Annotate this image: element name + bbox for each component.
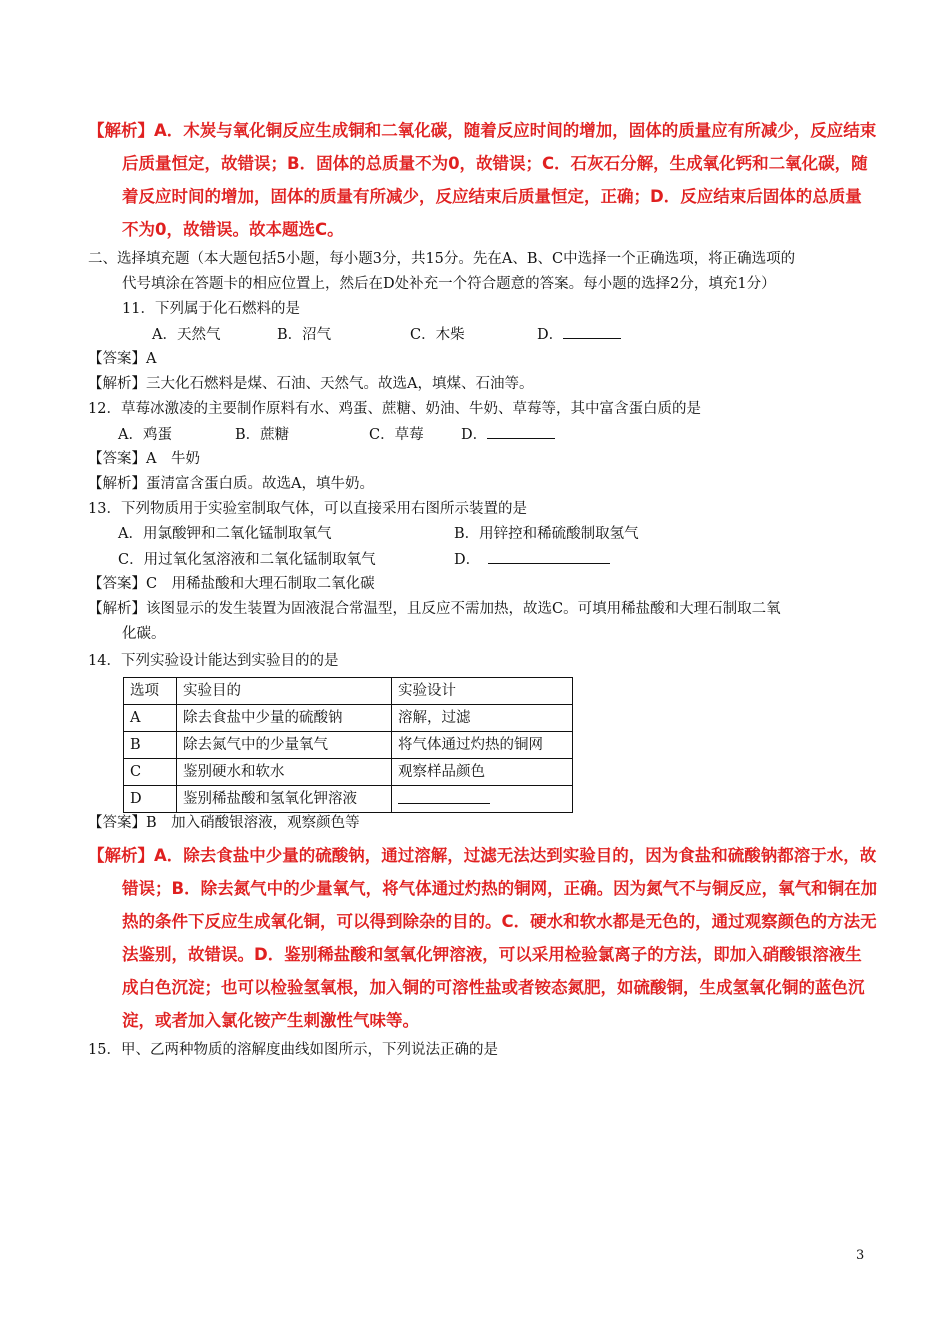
table-cell: A [124,705,177,732]
table-cell: 溶解，过滤 [392,705,573,732]
answer-blank [398,789,490,804]
question-stem-14: 14．下列实验设计能达到实验目的的是 [88,653,339,669]
table-row [124,759,573,786]
page-number: 3 [856,1248,865,1263]
question-stem-11: 11．下列属于化石燃料的是 [122,301,300,317]
answer-13: 【答案】C 用稀盐酸和大理石制取二氧化碳 [88,576,375,592]
analysis-text: 【解析】A．除去食盐中少量的硫酸钠，通过溶解，过滤无法达到实验目的，因为食盐和硫酸钠都溶于水，故错误；B．除去氮气中的少量氧气，将气体通过灼热的铜网，正确。因为氮气不与铜反应，氧气和铜在加热的条件下反应生成氧化铜，可以得到除杂的目的。C．硬水和软水都是无色的，通过观察颜色的方法无法鉴别，故错误。D．鉴别稀盐酸和氢氧化钾溶液，可以采用检验氯离子的方法，即加入硝酸银溶液生成白色沉淀；也可以检验氢氧根，加入铜的可溶性盐或者铵态氮肥，如硫酸铜，生成氢氧化铜的蓝色沉淀，或者加入氯化铵产生刺激性气味等。 [88,846,878,1030]
answer-blank [488,549,610,564]
option-d: D． [454,552,481,568]
table-cell: 将气体通过灼热的铜网 [392,732,573,759]
option-a: A．用氯酸钾和二氧化锰制取氧气 [118,526,332,542]
table-header-cell: 实验设计 [392,678,573,705]
analysis-12: 【解析】蛋清富含蛋白质。故选A，填牛奶。 [88,476,374,492]
table-cell: 鉴别稀盐酸和氢氧化钾溶液 [177,786,392,813]
option-b: B．沼气 [277,327,332,343]
question-options-13-row1 [118,524,639,544]
analysis-13-line1: 【解析】该图显示的发生装置为固液混合常温型，且反应不需加热，故选C。可填用稀盐酸和大理石制取二氧 [88,601,781,617]
section-heading-line1: 二、选择填充题（本大题包括5小题，每小题3分，共15分。先在A、B、C中选择一个正确选项，将正确选项的 [88,251,796,267]
analysis-block-q10 [88,114,878,246]
question-options-13-row2 [118,549,610,570]
option-c: C．木柴 [410,327,465,343]
analysis-text: 【解析】A．木炭与氧化铜反应生成铜和二氧化碳，随着反应时间的增加，固体的质量应有所减少，反应结束后质量恒定，故错误；B．固体的总质量不为0，故错误；C．石灰石分解，生成氧化钙和二氧化碳，随着反应时间的增加，固体的质量有所减少，反应结束后质量恒定，正确；D．反应结束后固体的总质量不为0，故错误。故本题选C。 [88,121,877,239]
table-cell: C [124,759,177,786]
option-c: C．草莓 [369,427,424,443]
analysis-13-line2: 化碳。 [122,626,166,642]
option-a: A．天然气 [152,327,221,343]
option-d: D． [537,327,564,343]
answer-12: 【答案】A 牛奶 [88,451,200,467]
table-row [124,732,573,759]
table-cell: 鉴别硬水和软水 [177,759,392,786]
question-stem-13: 13．下列物质用于实验室制取气体，可以直接采用右图所示装置的是 [88,501,527,517]
answer-11: 【答案】A [88,351,157,367]
table-row [124,705,573,732]
table-cell: B [124,732,177,759]
question-options-11 [152,324,621,345]
question-options-12 [118,424,555,445]
question-stem-12: 12．草莓冰激凌的主要制作原料有水、鸡蛋、蔗糖、奶油、牛奶、草莓等，其中富含蛋白质的是 [88,401,701,417]
question-stem-15: 15．甲、乙两种物质的溶解度曲线如图所示，下列说法正确的是 [88,1042,498,1058]
answer-14: 【答案】B 加入硝酸银溶液，观察颜色等 [88,815,360,831]
table-header-row [124,678,573,705]
answer-blank [563,324,621,339]
option-d: D． [461,427,488,443]
option-a: A．鸡蛋 [118,427,172,443]
section-heading-line2: 代号填涂在答题卡的相应位置上，然后在D处补充一个符合题意的答案。每小题的选择2分，填充1分） [122,276,776,292]
table-cell-blank [392,786,573,813]
table-cell: 除去食盐中少量的硫酸钠 [177,705,392,732]
option-b: B．用锌控和稀硫酸制取氢气 [454,526,639,542]
option-b: B．蔗糖 [235,427,290,443]
table-cell: D [124,786,177,813]
table-header-cell: 选项 [124,678,177,705]
table-cell: 观察样品颜色 [392,759,573,786]
table-cell: 除去氮气中的少量氧气 [177,732,392,759]
table-row [124,786,573,813]
analysis-11: 【解析】三大化石燃料是煤、石油、天然气。故选A，填煤、石油等。 [88,376,534,392]
option-c: C．用过氧化氢溶液和二氧化锰制取氧气 [118,552,376,568]
analysis-block-q14 [88,839,878,1037]
experiment-table [123,677,573,813]
answer-blank [487,424,555,439]
table-header-cell: 实验目的 [177,678,392,705]
